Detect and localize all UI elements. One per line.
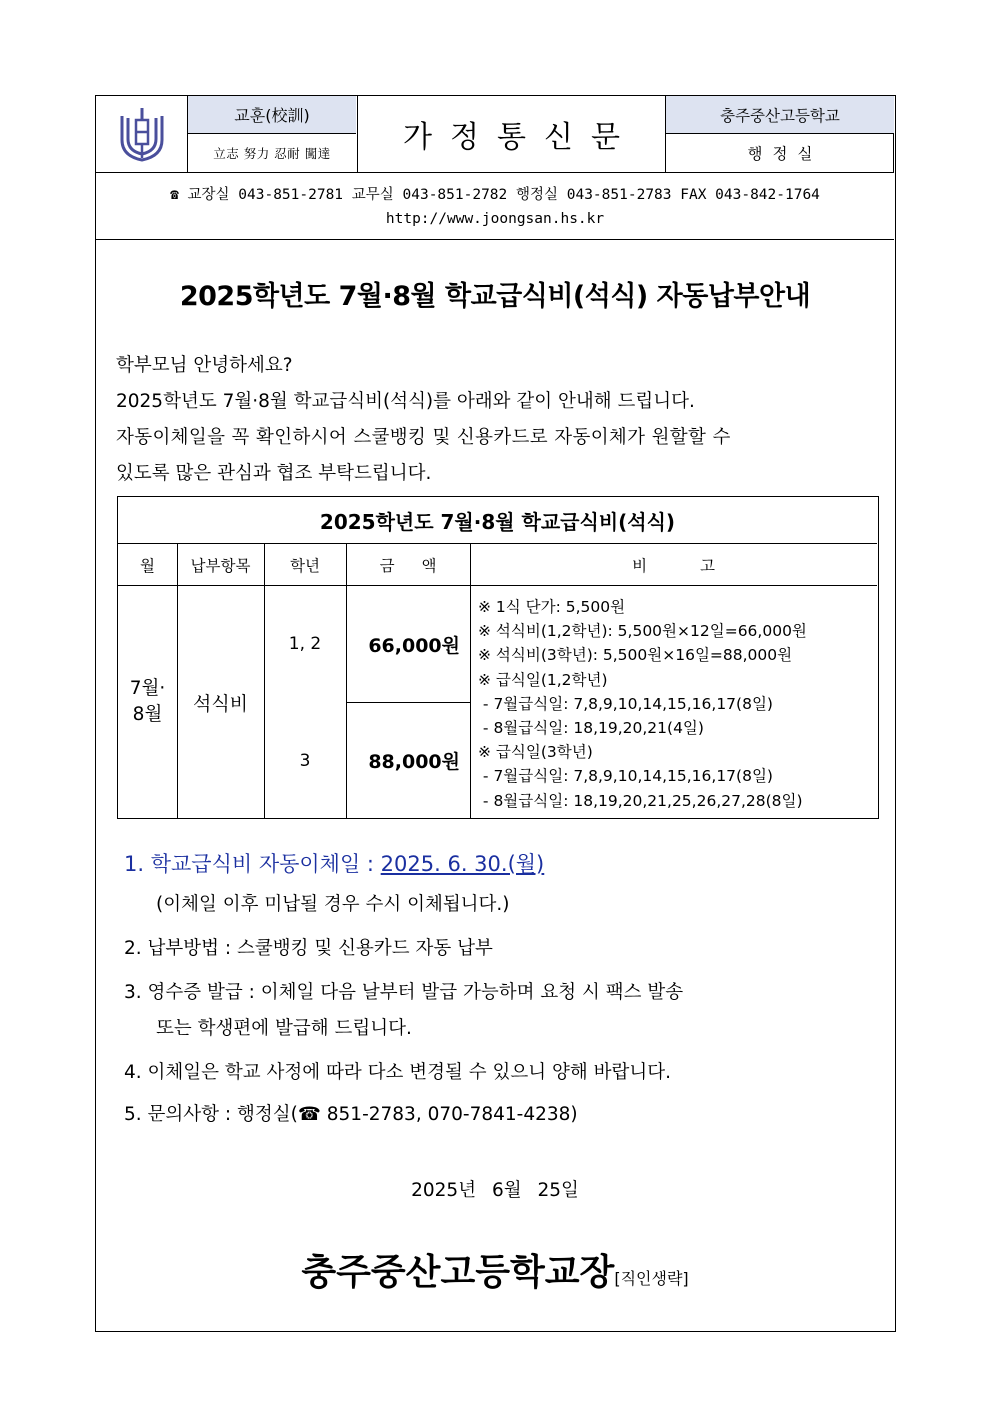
item-receipt-cont: 또는 학생편에 발급해 드립니다.	[156, 1018, 412, 1039]
header-grade: 학년	[264, 544, 346, 586]
note-line: ※ 석식비(1,2학년): 5,500원×12일=66,000원	[478, 622, 807, 641]
principal-title: 충주중산고등학교장	[301, 1251, 615, 1293]
note-line: - 7월급식일: 7,8,9,10,14,15,16,17(8일)	[478, 767, 773, 786]
header-amount: 금 액	[346, 544, 470, 586]
notice-title: 2025학년도 7월·8월 학교급식비(석식) 자동납부안내	[179, 281, 811, 312]
transfer-date: 2025. 6. 30.(월)	[380, 852, 545, 876]
website-link[interactable]: http://www.joongsan.hs.kr	[385, 211, 605, 227]
note-line: - 8월급식일: 18,19,20,21,25,26,27,28(8일)	[478, 791, 803, 810]
note-line: ※ 급식일(3학년)	[478, 743, 593, 762]
amount-cell: 88,000원	[368, 751, 460, 773]
grade-cell: 1, 2	[288, 634, 322, 654]
department: 행정실	[747, 145, 823, 163]
letterhead	[96, 96, 894, 173]
header-month: 월	[118, 544, 177, 586]
header-remarks: 비 고	[470, 544, 877, 586]
issue-date: 2025년 6월 25일	[411, 1180, 579, 1201]
month-cell	[118, 586, 177, 818]
phone-numbers: ☎ 교장실 043-851-2781 교무실 043-851-2782 행정실 043-851-2783 FAX 043-842-1764	[170, 187, 820, 203]
item-payment-method: 2. 납부방법 : 스쿨뱅킹 및 신용카드 자동 납부	[124, 938, 493, 959]
month-line: 8월	[132, 704, 163, 725]
intro-line: 있도록 많은 관심과 협조 부탁드립니다.	[116, 463, 432, 484]
intro-paragraph	[116, 348, 881, 492]
column-divider	[470, 544, 471, 818]
note-line: ※ 1식 단가: 5,500원	[478, 598, 626, 616]
item-transfer-date	[124, 848, 544, 878]
fee-table-title: 2025학년도 7월·8월 학교급식비(석식)	[118, 497, 877, 544]
greeting: 학부모님 안녕하세요?	[116, 355, 293, 376]
notice-document	[95, 95, 896, 1332]
note-line: ※ 석식비(3학년): 5,500원×16일=88,000원	[478, 646, 793, 665]
contact-info	[96, 173, 894, 240]
header-item: 납부항목	[177, 544, 264, 586]
note-line: - 7월급식일: 7,8,9,10,14,15,16,17(8일)	[478, 694, 773, 713]
school-logo	[96, 96, 188, 172]
item-note: (이체일 이후 미납될 경우 수시 이체됩니다.)	[156, 894, 510, 915]
motto-text: 立志 努力 忍耐 闖達	[213, 146, 331, 161]
school-box	[666, 96, 894, 172]
remarks-notes	[478, 595, 878, 813]
month-line: 7월·	[129, 678, 166, 699]
school-emblem-icon	[118, 106, 166, 162]
item-label: 1. 학교급식비 자동이체일 :	[124, 852, 381, 876]
item-receipt: 3. 영수증 발급 : 이체일 다음 날부터 발급 가능하며 요청 시 팩스 발송	[124, 982, 684, 1003]
signer	[96, 1244, 894, 1295]
item-cell: 석식비	[192, 692, 249, 715]
seal-note: [직인생략]	[614, 1269, 689, 1288]
motto-label: 교훈(校訓)	[188, 96, 356, 134]
item-contact: 5. 문의사항 : 행정실(☎ 851-2783, 070-7841-4238)	[124, 1104, 578, 1125]
doc-type-title: 가정통신문	[358, 96, 666, 172]
fee-table	[117, 496, 879, 819]
motto-box	[188, 96, 358, 172]
note-line: - 8월급식일: 18,19,20,21(4일)	[478, 719, 704, 738]
school-name: 충주중산고등학교	[666, 96, 894, 134]
intro-line: 2025학년도 7월·8월 학교급식비(석식)를 아래와 같이 안내해 드립니다.	[116, 391, 695, 412]
grade-cell: 3	[299, 750, 311, 771]
note-line: ※ 급식일(1,2학년)	[478, 670, 608, 689]
intro-line: 자동이체일을 꼭 확인하시어 스쿨뱅킹 및 신용카드로 자동이체가 원할할 수	[116, 427, 731, 448]
item-date-change: 4. 이체일은 학교 사정에 따라 다소 변경될 수 있으니 양해 바랍니다.	[124, 1062, 671, 1083]
amount-cell: 66,000원	[368, 634, 460, 657]
